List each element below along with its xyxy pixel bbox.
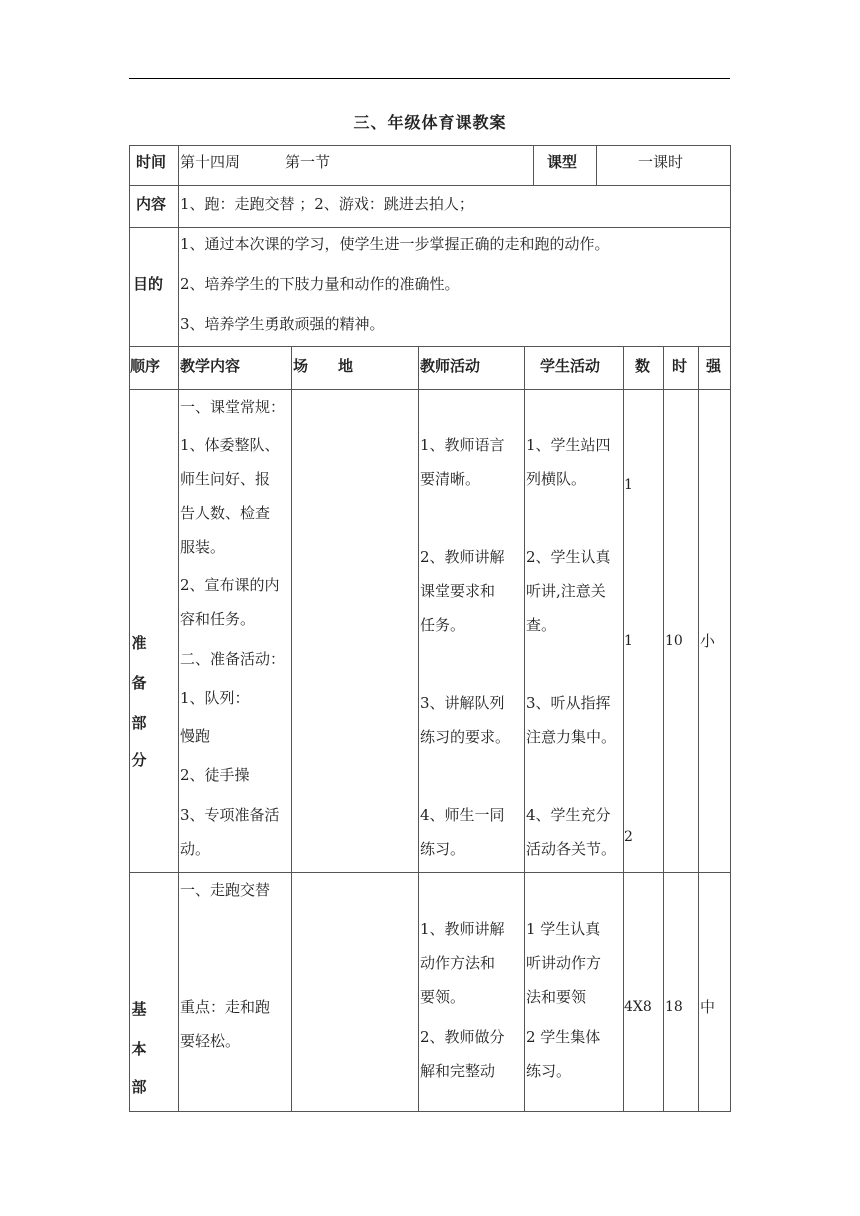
prep-teacher-line: 3、讲解队列 — [420, 694, 505, 712]
prep-student-line: 听讲,注意关 — [526, 582, 606, 600]
prep-label-char: 准 — [131, 634, 147, 652]
page-title: 三、年级体育课教案 — [353, 113, 507, 132]
goal-item: 2、培养学生的下肢力量和动作的准确性。 — [180, 275, 460, 293]
prep-content-line: 服装。 — [180, 538, 226, 556]
basic-cell — [291, 872, 419, 1112]
prep-teacher-line: 练习。 — [420, 840, 466, 858]
prep-content-line: 慢跑 — [180, 727, 211, 745]
header-time: 时 — [672, 357, 688, 375]
basic-teacher-line: 1、教师讲解 — [420, 920, 505, 938]
basic-student-line: 1 学生认真 — [526, 920, 601, 938]
header-venue: 场 地 — [293, 357, 354, 375]
prep-teacher-line: 1、教师语言 — [420, 436, 505, 454]
header-rule — [129, 78, 730, 79]
goal-item: 3、培养学生勇敢顽强的精神。 — [180, 315, 385, 333]
header-intensity: 强 — [706, 357, 722, 375]
prep-content-line: 2、徒手操 — [180, 766, 250, 784]
basic-content-line: 要轻松。 — [180, 1032, 241, 1050]
header-content: 教学内容 — [180, 357, 241, 375]
basic-teacher-line: 动作方法和 — [420, 954, 496, 972]
basic-student-line: 2 学生集体 — [526, 1028, 601, 1046]
header-teacher: 教师活动 — [420, 357, 481, 375]
goal-label: 目的 — [133, 275, 164, 293]
prep-teacher-line: 任务。 — [420, 616, 466, 634]
prep-content-line: 告人数、检查 — [180, 504, 271, 522]
basic-content-line: 重点：走和跑 — [180, 998, 271, 1016]
prep-student-line: 2、学生认真 — [526, 548, 611, 566]
prep-content-line: 2、宣布课的内 — [180, 576, 280, 594]
time-label: 时间 — [136, 153, 167, 171]
prep-time: 10 — [665, 633, 683, 649]
prep-count: 1 — [624, 633, 633, 649]
prep-student-line: 活动各关节。 — [526, 840, 617, 858]
prep-student-line: 注意力集中。 — [526, 728, 617, 746]
week-text: 第十四周 — [180, 153, 241, 171]
prep-teacher-line: 4、师生一同 — [420, 806, 505, 824]
prep-count: 2 — [624, 829, 633, 845]
prep-student-line: 4、学生充分 — [526, 806, 611, 824]
basic-intensity: 中 — [700, 998, 716, 1016]
basic-label-char: 本 — [131, 1040, 147, 1058]
content-text: 1、跑：走跑交替 ；2、游戏：跳进去拍人； — [180, 195, 474, 213]
prep-student-line: 列横队。 — [526, 470, 587, 488]
prep-content-line: 动。 — [180, 840, 211, 858]
prep-content-line: 1、队列： — [180, 689, 250, 707]
prep-content-line: 1、体委整队、 — [180, 436, 280, 454]
prep-label-char: 分 — [131, 751, 147, 769]
prep-content-line: 师生问好、报 — [180, 470, 271, 488]
basic-label-char: 基 — [131, 1000, 147, 1018]
basic-teacher-line: 要领。 — [420, 988, 466, 1006]
type-value: 一课时 — [638, 153, 684, 171]
prep-label-char: 备 — [131, 674, 147, 692]
basic-content-line: 一、走跑交替 — [180, 881, 271, 899]
prep-content-line: 容和任务。 — [180, 610, 256, 628]
prep-teacher-line: 2、教师讲解 — [420, 548, 505, 566]
basic-time: 18 — [665, 999, 683, 1015]
prep-teacher-line: 练习的要求。 — [420, 728, 511, 746]
type-label: 课型 — [547, 153, 578, 171]
prep-content-line: 一、课堂常规： — [180, 398, 286, 416]
header-count: 数 — [635, 357, 651, 375]
basic-count: 4X8 — [624, 999, 652, 1015]
basic-label-char: 部 — [131, 1078, 147, 1096]
basic-teacher-line: 2、教师做分 — [420, 1028, 505, 1046]
header-order: 顺序 — [130, 357, 161, 375]
content-label: 内容 — [136, 195, 167, 213]
prep-student-line: 1、学生站四 — [526, 436, 611, 454]
section-text: 第一节 — [285, 153, 331, 171]
basic-student-line: 听讲动作方 — [526, 954, 602, 972]
basic-student-line: 练习。 — [526, 1062, 572, 1080]
prep-teacher-line: 要清晰。 — [420, 470, 481, 488]
prep-intensity: 小 — [700, 632, 716, 650]
basic-teacher-line: 解和完整动 — [420, 1062, 496, 1080]
prep-content-line: 二、准备活动： — [180, 650, 286, 668]
prep-cell — [291, 389, 419, 873]
header-student: 学生活动 — [540, 357, 601, 375]
prep-student-line: 查。 — [526, 616, 557, 634]
basic-student-line: 法和要领 — [526, 988, 587, 1006]
prep-content-line: 3、专项准备活 — [180, 806, 280, 824]
prep-label-char: 部 — [131, 714, 147, 732]
prep-count: 1 — [624, 477, 633, 493]
goal-item: 1、通过本次课的学习，使学生进一步掌握正确的走和跑的动作。 — [180, 235, 610, 253]
prep-teacher-line: 课堂要求和 — [420, 582, 496, 600]
prep-student-line: 3、听从指挥 — [526, 694, 611, 712]
